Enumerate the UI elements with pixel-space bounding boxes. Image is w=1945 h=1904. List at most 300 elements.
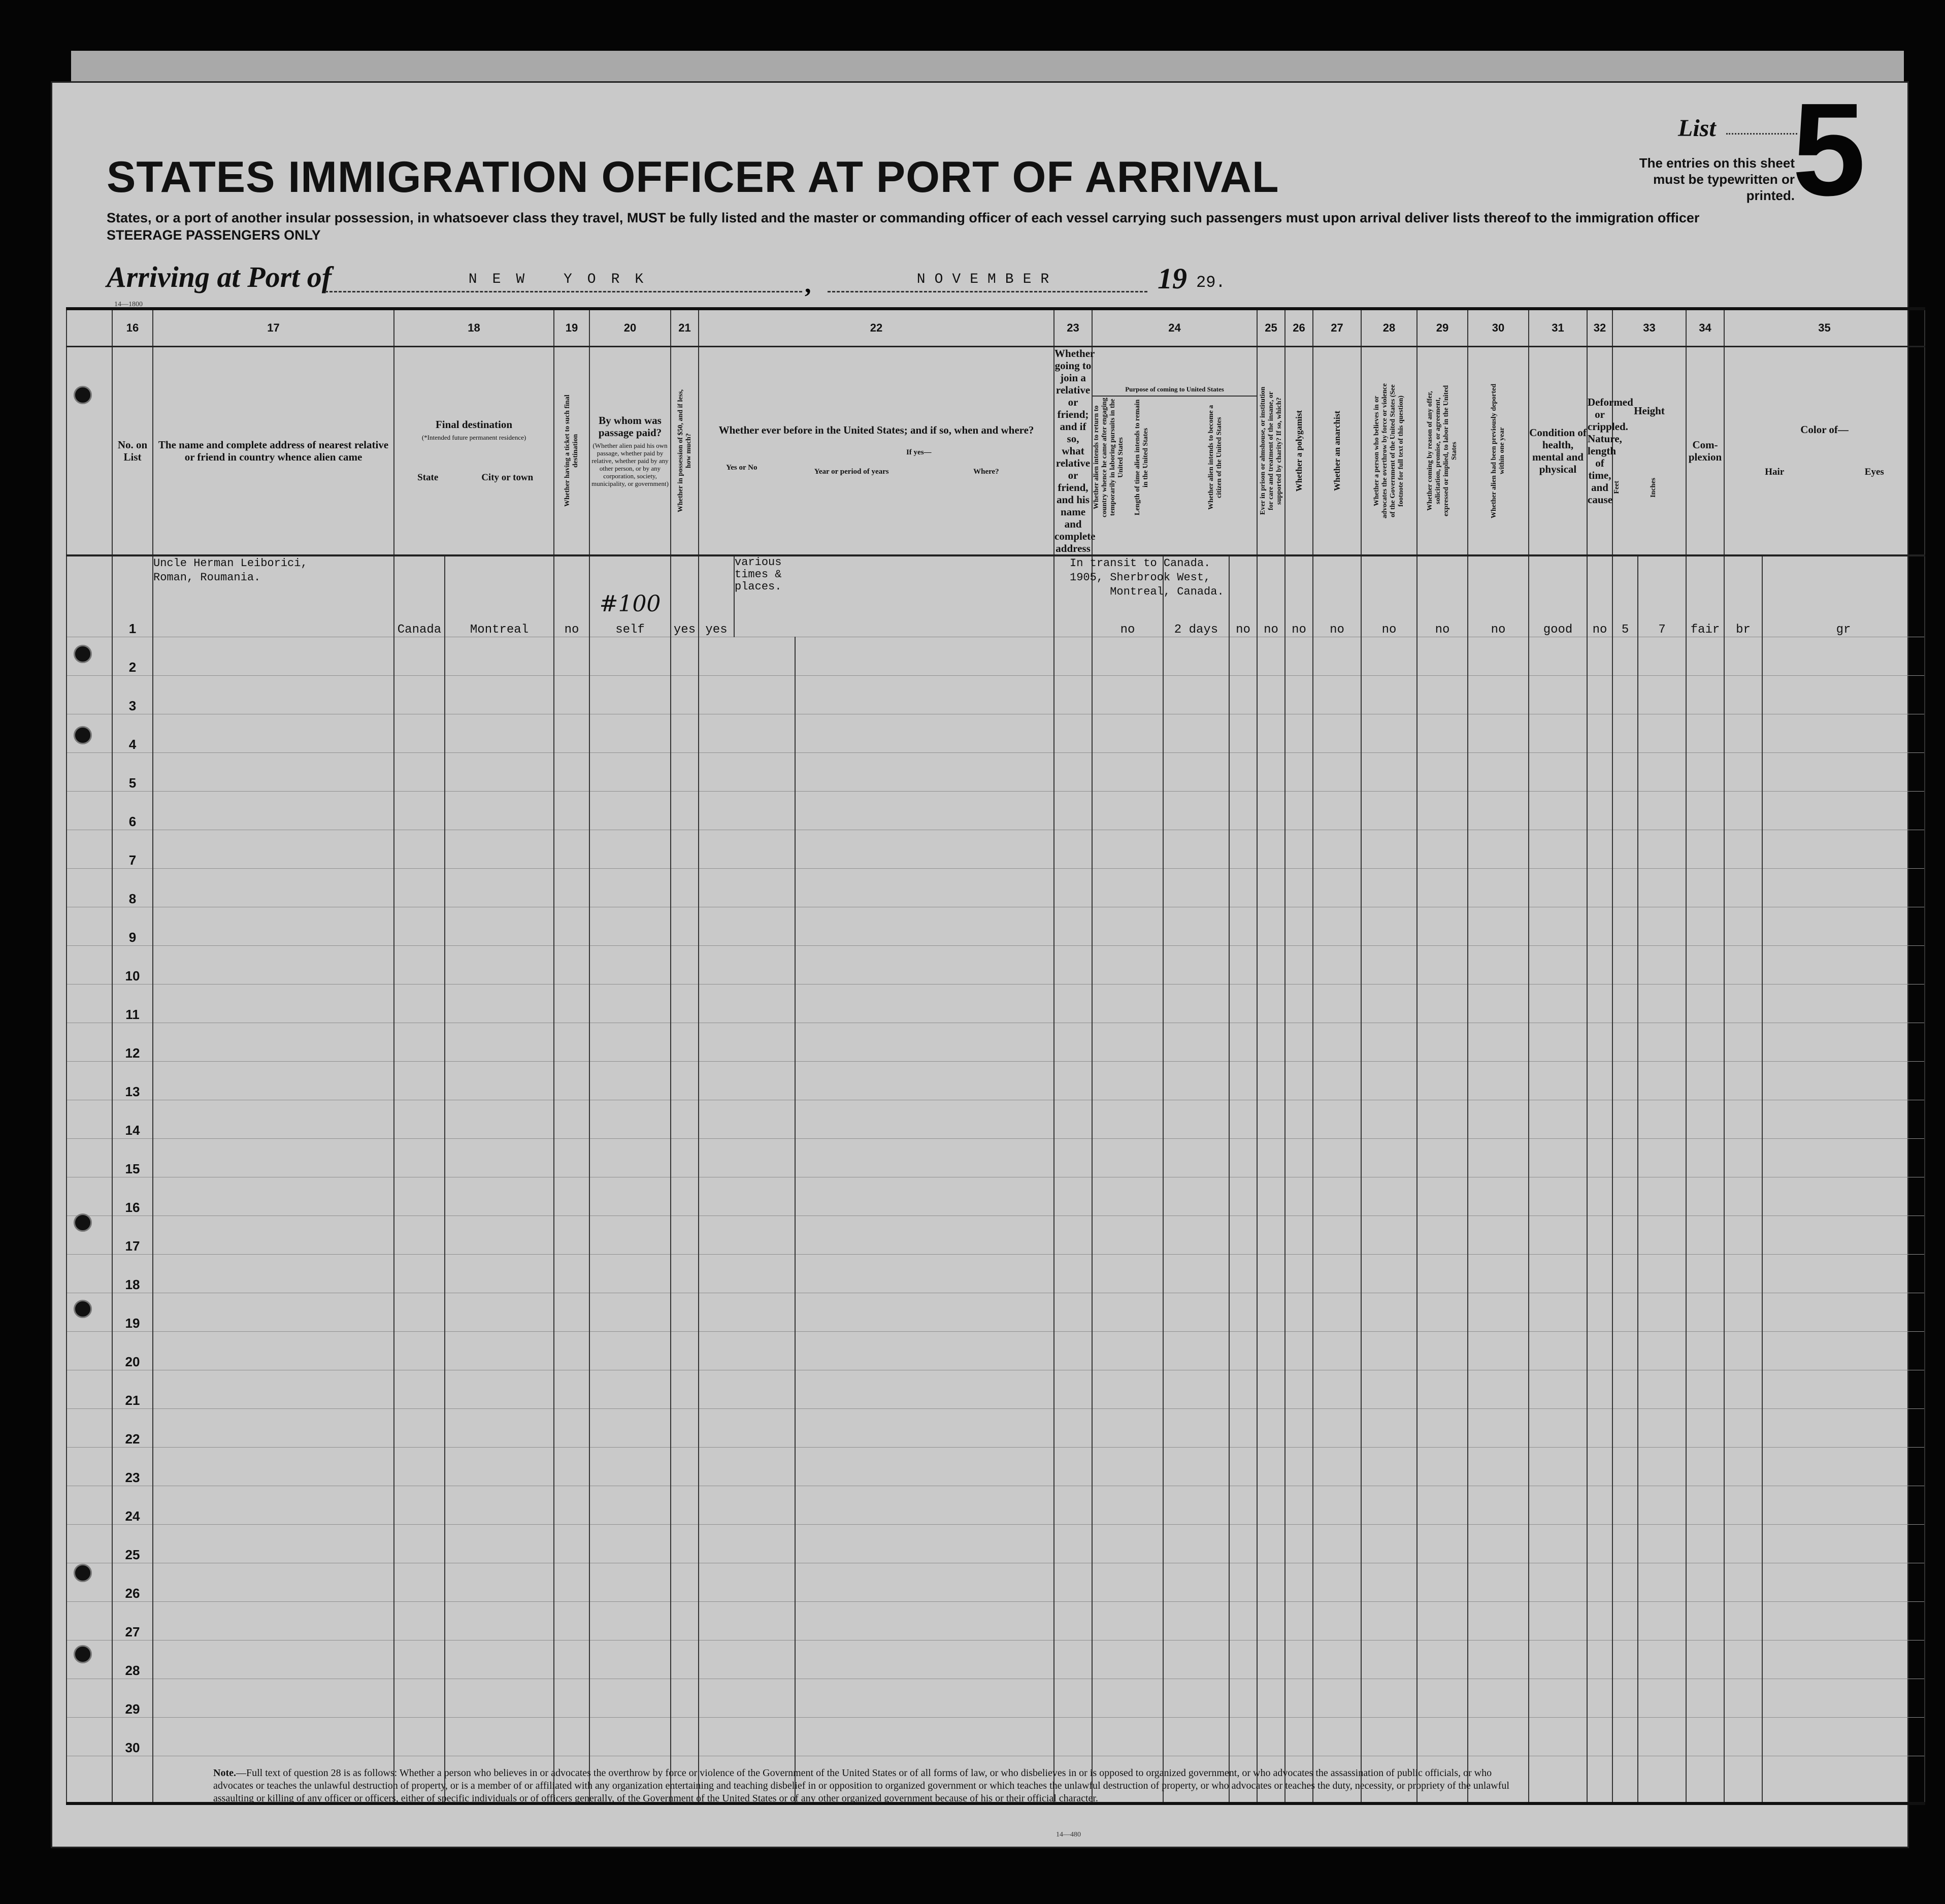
empty-cell [554, 1524, 589, 1563]
length-of-stay-cell: 2 days [1163, 555, 1229, 637]
empty-cell [795, 1408, 1054, 1447]
empty-cell [1054, 1563, 1092, 1601]
empty-cell [1163, 1408, 1229, 1447]
empty-cell [1529, 752, 1587, 791]
header-passage-paid [589, 347, 671, 556]
empty-cell [1587, 984, 1612, 1023]
port-field: NEW YORK [325, 272, 802, 292]
empty-cell [699, 1293, 795, 1331]
empty-cell [1313, 907, 1361, 945]
footnote-text: —Full text of question 28 is as follows: Whether a person who believes in or advocates the overthrow by force or violence of the Government of the United States or of all forms of law, or who disbelieves in or is opposed to organized government, or who advocates the assassination of public officials, or who advocates or teaches the unlawful destruction of property, or is a member of or affiliated with any organization entertaining and teaching disbelief in or opposition to organized government or which teaches the unlawful destruction of property, or who advocates or teaches the duty, necessity, or propriety of the unlawful assaulting or killing of any officer or officers, either of specific individuals or of officers generally, of the Government of the United States or of any other organized government because of his or their official character. [213, 1767, 1509, 1804]
row-number: 15 [112, 1138, 153, 1177]
empty-cell [795, 945, 1054, 984]
empty-cell [1612, 1138, 1638, 1177]
empty-cell [1468, 1023, 1529, 1061]
empty-cell [1468, 1331, 1529, 1370]
empty-cell [1638, 1563, 1686, 1601]
empty-cell [1163, 1370, 1229, 1408]
column-number-row [67, 309, 1925, 347]
empty-cell [1417, 1177, 1468, 1216]
deformed-cell: no [1587, 555, 1612, 637]
header-inches: Inches [1649, 477, 1657, 498]
empty-cell [1638, 791, 1686, 830]
empty-cell [1163, 1331, 1229, 1370]
binder-hole [74, 1213, 92, 1232]
page-subtitle [107, 209, 1699, 244]
empty-cell [1587, 1331, 1612, 1370]
empty-cell [1468, 868, 1529, 907]
polygamist-cell: no [1285, 555, 1313, 637]
empty-cell [394, 984, 445, 1023]
empty-cell [1724, 791, 1762, 830]
empty-cell [589, 984, 671, 1023]
empty-cell [1468, 1486, 1529, 1524]
empty-cell [1163, 1254, 1229, 1293]
empty-cell [795, 1563, 1054, 1601]
empty-cell [1468, 714, 1529, 752]
empty-cell [1686, 1524, 1724, 1563]
col-num-20: 20 [589, 309, 671, 347]
empty-cell [1163, 1601, 1229, 1640]
empty-cell [1417, 1254, 1468, 1293]
empty-cell [1257, 1254, 1285, 1293]
empty-cell [1054, 1138, 1092, 1177]
empty-cell [445, 791, 554, 830]
empty-cell [445, 1138, 554, 1177]
col-num-17: 17 [153, 309, 394, 347]
empty-cell [1468, 1717, 1529, 1756]
empty-cell [1724, 945, 1762, 984]
empty-cell [1313, 1524, 1361, 1563]
empty-cell [1313, 1408, 1361, 1447]
empty-cell [795, 984, 1054, 1023]
empty-cell [671, 945, 699, 984]
empty-cell [1417, 868, 1468, 907]
empty-cell [699, 1447, 795, 1486]
empty-cell [671, 1408, 699, 1447]
empty-cell [589, 1061, 671, 1100]
empty-cell [1724, 1563, 1762, 1601]
header-overthrow [1361, 347, 1417, 556]
empty-cell [1361, 1408, 1417, 1447]
empty-cell [1587, 1216, 1612, 1254]
empty-cell [671, 1254, 699, 1293]
empty-cell [1638, 1601, 1686, 1640]
empty-cell [1054, 1601, 1092, 1640]
empty-cell [1724, 1216, 1762, 1254]
empty-cell [671, 1679, 699, 1717]
return-intent-cell: no [1092, 555, 1163, 637]
empty-cell [795, 637, 1054, 675]
empty-cell [1257, 1177, 1285, 1216]
empty-cell [1612, 1293, 1638, 1331]
empty-cell [1638, 1717, 1686, 1756]
empty-cell [67, 1717, 112, 1756]
empty-cell [394, 675, 445, 714]
empty-cell [1529, 984, 1587, 1023]
empty-cell [1361, 675, 1417, 714]
table-row [67, 791, 1925, 830]
empty-cell [589, 1138, 671, 1177]
empty-cell [1313, 1331, 1361, 1370]
month-field: NOVEMBER [828, 272, 1147, 292]
empty-cell [1092, 1138, 1163, 1177]
table-row [67, 1293, 1925, 1331]
empty-cell [1163, 752, 1229, 791]
empty-cell [1257, 984, 1285, 1023]
empty-cell [153, 1640, 394, 1679]
empty-cell [445, 945, 554, 984]
header-purpose [1092, 347, 1257, 556]
empty-cell [1361, 830, 1417, 868]
empty-cell [1257, 1640, 1285, 1679]
empty-cell [589, 1177, 671, 1216]
table-row [67, 945, 1925, 984]
empty-cell [1229, 1447, 1257, 1486]
empty-cell [394, 868, 445, 907]
empty-cell [1724, 1138, 1762, 1177]
empty-cell [1229, 1331, 1257, 1370]
empty-cell [67, 1370, 112, 1408]
empty-cell [1163, 714, 1229, 752]
col-num-22: 22 [699, 309, 1054, 347]
empty-cell [589, 868, 671, 907]
empty-cell [1054, 637, 1092, 675]
empty-cell [1638, 1023, 1686, 1061]
header-height [1612, 347, 1686, 556]
empty-cell [1092, 945, 1163, 984]
table-row [67, 1679, 1925, 1717]
row-number: 7 [112, 830, 153, 868]
empty-cell [153, 1100, 394, 1138]
empty-cell [795, 1601, 1054, 1640]
empty-cell [1054, 1447, 1092, 1486]
empty-cell [1257, 637, 1285, 675]
empty-cell [1054, 1370, 1092, 1408]
empty-cell [671, 907, 699, 945]
empty-cell [1229, 1216, 1257, 1254]
empty-cell [1612, 1679, 1638, 1717]
empty-cell [1163, 1023, 1229, 1061]
empty-cell [1257, 714, 1285, 752]
empty-cell [67, 1524, 112, 1563]
empty-cell [1285, 1563, 1313, 1601]
prison-cell: no [1257, 555, 1285, 637]
empty-cell [795, 1679, 1054, 1717]
empty-cell [153, 1023, 394, 1061]
empty-cell [1285, 1216, 1313, 1254]
empty-cell [671, 1524, 699, 1563]
empty-cell [554, 1331, 589, 1370]
empty-cell [394, 830, 445, 868]
deported-cell: no [1468, 555, 1529, 637]
empty-cell [1686, 1100, 1724, 1138]
entries-note: The entries on this sheet must be typewritten or printed. [1639, 155, 1795, 203]
empty-cell [1612, 1756, 1638, 1803]
empty-cell [1762, 984, 1925, 1023]
empty-cell [1229, 907, 1257, 945]
empty-cell [589, 1408, 671, 1447]
empty-cell [1686, 1293, 1724, 1331]
purpose-citizen: Whether alien intends to become a citizen of the United States [1207, 405, 1224, 510]
empty-cell [554, 1408, 589, 1447]
empty-cell [1257, 1408, 1285, 1447]
empty-cell [1285, 752, 1313, 791]
empty-cell [589, 1447, 671, 1486]
empty-cell [1686, 752, 1724, 791]
empty-cell [1229, 868, 1257, 907]
empty-cell [1529, 830, 1587, 868]
empty-cell [554, 1138, 589, 1177]
empty-cell [1612, 1563, 1638, 1601]
empty-cell [1762, 714, 1925, 752]
empty-cell [1724, 1447, 1762, 1486]
empty-cell [1468, 1370, 1529, 1408]
empty-cell [1285, 1408, 1313, 1447]
empty-cell [1163, 1061, 1229, 1100]
empty-cell [1054, 752, 1092, 791]
empty-cell [1229, 1023, 1257, 1061]
empty-cell [1163, 984, 1229, 1023]
empty-cell [153, 1331, 394, 1370]
header-hair: Hair [1765, 467, 1785, 477]
empty-cell [445, 1023, 554, 1061]
empty-cell [1587, 714, 1612, 752]
table-row [67, 675, 1925, 714]
empty-cell [394, 1061, 445, 1100]
empty-cell [1163, 1138, 1229, 1177]
empty-cell [1257, 791, 1285, 830]
empty-cell [1229, 1717, 1257, 1756]
empty-cell [1724, 1601, 1762, 1640]
empty-cell [554, 1293, 589, 1331]
empty-cell [1054, 830, 1092, 868]
empty-cell [1092, 984, 1163, 1023]
col-num-29: 29 [1417, 309, 1468, 347]
row-number: 19 [112, 1293, 153, 1331]
empty-cell [153, 945, 394, 984]
empty-cell [153, 984, 394, 1023]
table-row [67, 1601, 1925, 1640]
empty-cell [1054, 945, 1092, 984]
empty-cell [1163, 907, 1229, 945]
empty-cell [67, 675, 112, 714]
empty-cell [1686, 830, 1724, 868]
empty-cell [1724, 1293, 1762, 1331]
empty-cell [1229, 1061, 1257, 1100]
empty-cell [1762, 752, 1925, 791]
empty-cell [1529, 1370, 1587, 1408]
empty-cell [1529, 1408, 1587, 1447]
empty-cell [1417, 791, 1468, 830]
binder-hole [74, 645, 92, 663]
empty-cell [554, 791, 589, 830]
empty-cell [1092, 1177, 1163, 1216]
table-row [67, 1447, 1925, 1486]
header-color-of [1724, 347, 1925, 556]
empty-cell [1724, 907, 1762, 945]
empty-cell [699, 791, 795, 830]
empty-cell [1257, 1061, 1285, 1100]
empty-cell [699, 1331, 795, 1370]
empty-cell [671, 1293, 699, 1331]
empty-cell [394, 1408, 445, 1447]
empty-cell [699, 1486, 795, 1524]
empty-cell [1724, 1061, 1762, 1100]
empty-cell [1529, 714, 1587, 752]
empty-cell [589, 907, 671, 945]
empty-cell [1361, 1216, 1417, 1254]
empty-cell [1285, 675, 1313, 714]
empty-cell [67, 1254, 112, 1293]
empty-cell [554, 984, 589, 1023]
empty-cell [795, 1486, 1054, 1524]
empty-cell [1417, 1331, 1468, 1370]
empty-cell [1587, 1138, 1612, 1177]
empty-cell [394, 1563, 445, 1601]
empty-cell [1724, 1177, 1762, 1216]
empty-cell [1587, 1177, 1612, 1216]
empty-cell [699, 1640, 795, 1679]
empty-cell [1686, 1023, 1724, 1061]
empty-cell [67, 984, 112, 1023]
empty-cell [67, 1023, 112, 1061]
row-number: 10 [112, 945, 153, 984]
empty-cell [1417, 907, 1468, 945]
empty-cell [671, 1216, 699, 1254]
empty-cell [1762, 1717, 1925, 1756]
empty-cell [1229, 984, 1257, 1023]
row-number: 21 [112, 1370, 153, 1408]
empty-cell [699, 1100, 795, 1138]
hole-margin-header [67, 347, 112, 556]
empty-cell [1092, 1331, 1163, 1370]
empty-cell [1313, 1100, 1361, 1138]
empty-cell [1638, 752, 1686, 791]
empty-cell [1285, 868, 1313, 907]
empty-cell [1285, 1486, 1313, 1524]
empty-cell [1587, 830, 1612, 868]
empty-cell [394, 1447, 445, 1486]
empty-cell [1686, 714, 1724, 752]
row-number: 27 [112, 1601, 153, 1640]
empty-cell [1638, 1756, 1686, 1803]
row-number: 22 [112, 1408, 153, 1447]
empty-cell [1468, 1254, 1529, 1293]
table-row [67, 1061, 1925, 1100]
empty-cell [1638, 1138, 1686, 1177]
empty-cell [699, 675, 795, 714]
empty-cell [1612, 675, 1638, 714]
empty-cell [671, 675, 699, 714]
empty-cell [1417, 1138, 1468, 1177]
empty-cell [1361, 1563, 1417, 1601]
empty-cell [1285, 1331, 1313, 1370]
row-number: 29 [112, 1679, 153, 1717]
empty-cell [795, 868, 1054, 907]
deported-text: Whether alien had been previously deported within one year [1490, 383, 1506, 518]
empty-cell [554, 1717, 589, 1756]
empty-cell [1762, 1601, 1925, 1640]
empty-cell [1163, 1524, 1229, 1563]
empty-cell [67, 1679, 112, 1717]
empty-cell [1417, 1023, 1468, 1061]
empty-cell [1638, 1640, 1686, 1679]
row-number: 30 [112, 1717, 153, 1756]
empty-cell [554, 1370, 589, 1408]
passage-paid-title: By whom was passage paid? [598, 414, 662, 439]
empty-cell [1529, 1524, 1587, 1563]
empty-cell [671, 1061, 699, 1100]
empty-cell [445, 1601, 554, 1640]
empty-cell [1529, 907, 1587, 945]
header-contract [1417, 347, 1468, 556]
empty-cell [153, 791, 394, 830]
empty-cell [1762, 1100, 1925, 1138]
arriving-label: Arriving at Port of [107, 260, 332, 293]
empty-cell [1361, 1023, 1417, 1061]
empty-cell [1313, 1254, 1361, 1293]
empty-cell [1092, 1717, 1163, 1756]
empty-cell [1612, 945, 1638, 984]
empty-cell [1686, 637, 1724, 675]
empty-cell [1468, 907, 1529, 945]
empty-cell [445, 1679, 554, 1717]
empty-cell [394, 1601, 445, 1640]
empty-cell [1638, 830, 1686, 868]
empty-cell [1285, 830, 1313, 868]
empty-cell [1313, 791, 1361, 830]
empty-cell [699, 945, 795, 984]
empty-cell [1724, 868, 1762, 907]
empty-cell [1762, 791, 1925, 830]
purpose-return: Whether alien intends to return to country whence he came after engaging temporarily in laboring pursuits in the United States [1093, 398, 1125, 517]
empty-cell [1724, 1524, 1762, 1563]
inches-cell: 7 [1638, 555, 1686, 637]
empty-cell [1257, 1524, 1285, 1563]
empty-cell [445, 907, 554, 945]
empty-cell [699, 907, 795, 945]
empty-cell [1587, 675, 1612, 714]
empty-cell [1762, 830, 1925, 868]
empty-cell [671, 1138, 699, 1177]
empty-cell [1529, 1023, 1587, 1061]
empty-cell [795, 907, 1054, 945]
empty-cell [554, 1486, 589, 1524]
separator-comma: , [805, 270, 811, 298]
table-row [67, 555, 1925, 637]
empty-cell [1257, 1679, 1285, 1717]
binder-hole [74, 1564, 92, 1582]
empty-cell [153, 1138, 394, 1177]
empty-cell [1092, 1563, 1163, 1601]
polygamist-text: Whether a polygamist [1294, 410, 1304, 492]
empty-cell [153, 1370, 394, 1408]
empty-cell [1686, 1061, 1724, 1100]
eyes-cell: gr [1762, 555, 1925, 637]
header-ever-before [699, 347, 1054, 556]
empty-cell [445, 714, 554, 752]
table-row [67, 1331, 1925, 1370]
empty-cell [445, 1177, 554, 1216]
empty-cell [1285, 637, 1313, 675]
empty-cell [1285, 791, 1313, 830]
empty-cell [1417, 984, 1468, 1023]
empty-cell [1686, 1601, 1724, 1640]
empty-cell [1468, 1524, 1529, 1563]
hole-margin [67, 309, 112, 347]
empty-cell [1417, 1100, 1468, 1138]
